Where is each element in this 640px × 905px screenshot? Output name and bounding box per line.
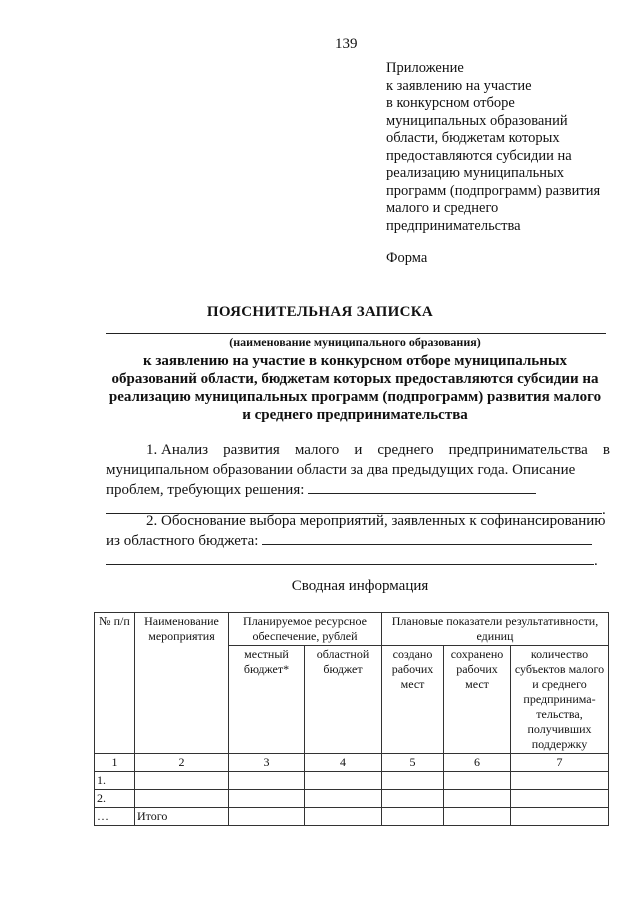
- municipality-caption: (наименование муниципального образования): [229, 335, 481, 349]
- table-row-total: [95, 808, 609, 826]
- table-cell[interactable]: [511, 772, 609, 790]
- table-cell[interactable]: [444, 772, 511, 790]
- table-cell[interactable]: [444, 790, 511, 808]
- column-number: 1: [95, 754, 135, 772]
- column-number: 2: [135, 754, 229, 772]
- section-1-word: развития: [223, 442, 280, 458]
- column-number-row: [95, 754, 609, 772]
- row-number: 1.: [95, 772, 135, 790]
- row-number: 2.: [95, 790, 135, 808]
- section-1-word: в: [602, 442, 610, 458]
- appendix-line: предоставляются субсидии на: [386, 147, 572, 164]
- justification-input-line-2[interactable]: [106, 551, 594, 565]
- appendix-line: программ (подпрограмм) развития: [386, 182, 601, 199]
- table-row: [95, 772, 609, 790]
- appendix-line: предпринимательства: [386, 217, 521, 234]
- header-jobs-created: создано рабочих мест: [382, 646, 444, 754]
- subtitle-line: к заявлению на участие в конкурсном отборе муниципальных: [142, 353, 568, 369]
- form-label: Форма: [386, 250, 428, 266]
- section-2-prompt: из областного бюджета:: [106, 533, 259, 549]
- row-name-cell[interactable]: [135, 790, 229, 808]
- row-name-cell: Итого: [135, 808, 229, 826]
- row-name-cell[interactable]: [135, 772, 229, 790]
- municipality-name-line[interactable]: [106, 333, 606, 334]
- table-cell[interactable]: [229, 772, 305, 790]
- section-1-end-mark: .: [602, 502, 606, 518]
- header-supported-subjects: количество субъектов малого и среднего предпринима-тельства, получивших поддержку: [511, 646, 609, 754]
- section-2-end-mark: .: [594, 553, 598, 569]
- table-cell[interactable]: [382, 808, 444, 826]
- appendix-line: области, бюджетам которых: [386, 130, 560, 146]
- section-2-justification: [106, 511, 610, 571]
- header-number: № п/п: [95, 613, 135, 754]
- appendix-line: муниципальных образований: [386, 112, 568, 129]
- table-cell[interactable]: [305, 772, 382, 790]
- header-local-budget: местный бюджет*: [229, 646, 305, 754]
- header-name: Наименование мероприятия: [135, 613, 229, 754]
- table-cell[interactable]: [444, 808, 511, 826]
- section-1-word: малого: [294, 442, 340, 458]
- table-header-row: [95, 613, 609, 646]
- section-1-line-2: муниципальном образовании области за два предыдущих года. Описание: [106, 462, 576, 478]
- table-cell[interactable]: [305, 790, 382, 808]
- appendix-line: малого и среднего: [386, 200, 499, 216]
- section-1-word: и: [354, 442, 363, 458]
- header-jobs-kept: сохранено рабочих мест: [444, 646, 511, 754]
- column-number: 6: [444, 754, 511, 772]
- table-cell[interactable]: [382, 790, 444, 808]
- section-1-word: среднего: [377, 442, 434, 458]
- page-number: 139: [335, 36, 358, 52]
- appendix-heading: [386, 60, 626, 235]
- appendix-line: реализацию муниципальных: [386, 165, 564, 181]
- section-1-word: 1. Анализ: [146, 442, 209, 458]
- table-cell[interactable]: [382, 772, 444, 790]
- section-2-line-2: [106, 531, 610, 551]
- document-title: ПОЯСНИТЕЛЬНАЯ ЗАПИСКА: [206, 304, 434, 320]
- section-1-word: предпринимательства: [448, 442, 588, 458]
- summary-title: Сводная информация: [291, 578, 429, 594]
- section-1-analysis: [106, 440, 610, 520]
- section-2-line-1: 2. Обоснование выбора мероприятий, заявленных к софинансированию: [146, 513, 606, 529]
- column-number: 3: [229, 754, 305, 772]
- justification-input-line[interactable]: [262, 531, 592, 545]
- table-row: [95, 790, 609, 808]
- subtitle-line: и среднего предпринимательства: [242, 407, 468, 423]
- table-cell[interactable]: [511, 808, 609, 826]
- table-cell[interactable]: [305, 808, 382, 826]
- section-1-prompt: проблем, требующих решения:: [106, 482, 305, 498]
- header-regional-budget: областной бюджет: [305, 646, 382, 754]
- row-number: …: [95, 808, 135, 826]
- table-cell[interactable]: [229, 790, 305, 808]
- column-number: 5: [382, 754, 444, 772]
- section-2-line-3: [106, 551, 610, 571]
- header-indicators: Плановые показатели результативности, единиц: [382, 613, 609, 646]
- table-cell[interactable]: [511, 790, 609, 808]
- problems-input-line[interactable]: [308, 480, 536, 494]
- column-number: 4: [305, 754, 382, 772]
- appendix-line: к заявлению на участие: [386, 77, 532, 94]
- column-number: 7: [511, 754, 609, 772]
- summary-table: [94, 612, 609, 826]
- table-cell[interactable]: [229, 808, 305, 826]
- appendix-line: в конкурсном отборе: [386, 95, 515, 111]
- subtitle-line: реализацию муниципальных программ (подпрограмм) развития малого: [108, 389, 602, 405]
- section-1-line-1: [106, 440, 610, 460]
- document-subtitle: [100, 352, 610, 424]
- appendix-line: Приложение: [386, 60, 464, 76]
- header-resources: Планируемое ресурсное обеспечение, рублей: [229, 613, 382, 646]
- section-1-line-3: [106, 480, 610, 500]
- subtitle-line: образований области, бюджетам которых предоставляются субсидии на: [111, 371, 599, 387]
